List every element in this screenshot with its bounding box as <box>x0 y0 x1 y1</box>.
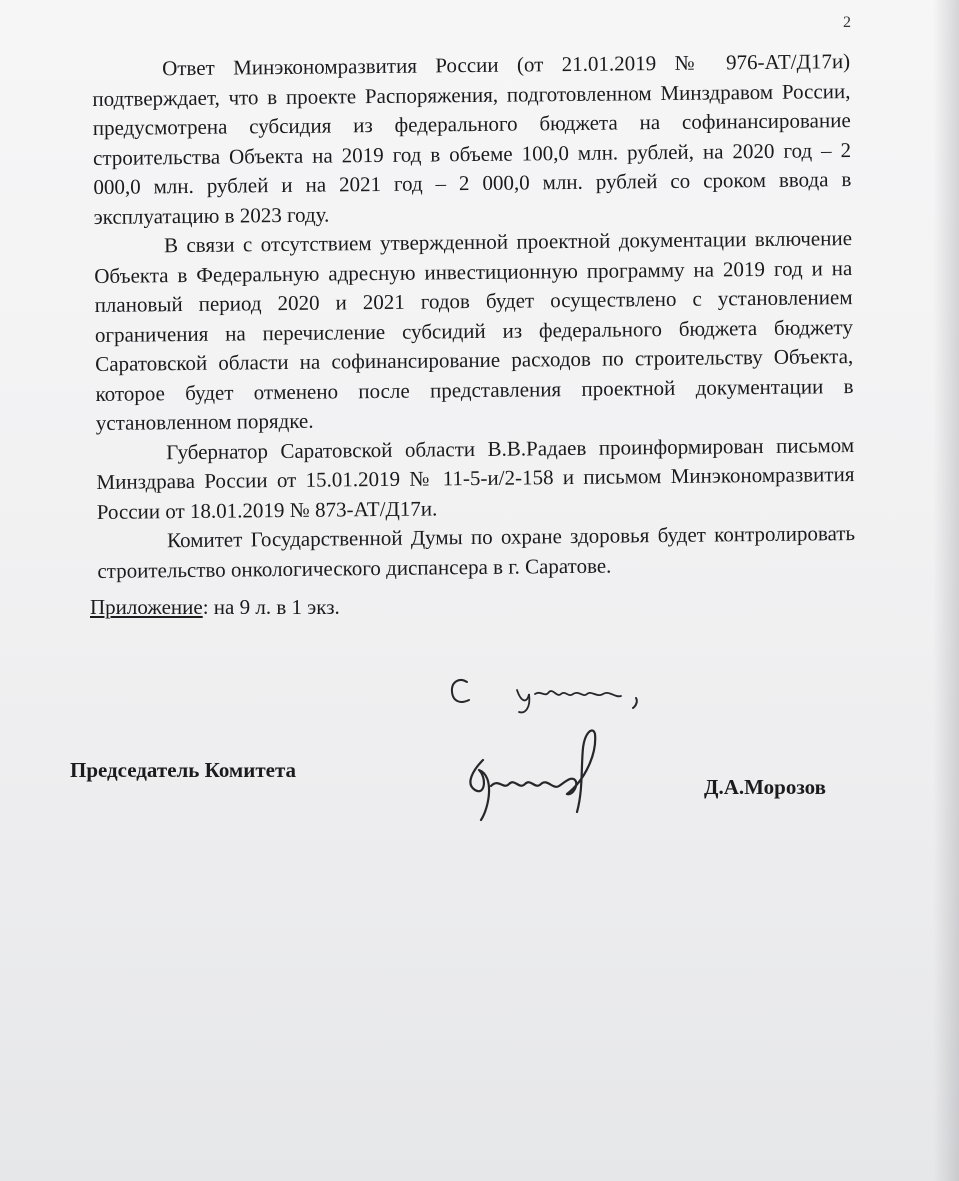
attachment-label: Приложение <box>90 595 203 619</box>
attachment-note <box>90 594 340 620</box>
letter-body <box>92 47 856 586</box>
regards-letter-s <box>452 680 469 702</box>
chairman-title: Председатель Комитета <box>70 758 297 782</box>
paragraph-investment-program: В связи с отсутствием утвержденной проектной документации включение Объекта в Федеральную адресную инвестиционную программу на 2019 год и на плановый период 2020 и 2021 годов будет осуществлено с установлением ограничения на перечисление субсидий из федерального бюджета бюджету Саратовской области на софинансирование расходов по строительству Объекта, которое будет отменено после представления проектной документации в установленном порядке. <box>94 226 854 435</box>
regards-word <box>517 690 621 712</box>
attachment-text: : на 9 л. в 1 экз. <box>202 595 340 619</box>
paragraph-committee-control: Комитет Государственной Думы по охране здоровья будет контролировать строительство онкологического диспансера в г. Саратове. <box>97 521 856 583</box>
regards-comma <box>633 698 637 708</box>
signature-stroke-main <box>470 760 576 820</box>
handwritten-regards <box>445 668 655 718</box>
page-number: 2 <box>843 14 852 31</box>
signer-name: Д.А.Морозов <box>704 775 826 799</box>
paragraph-governor-informed: Губернатор Саратовской области В.В.Радаев проинформирован письмом Минздрава России от 15.01.2019 № 11-5-и/2-158 и письмом Минэкономразвития России от 18.01.2019 № 873-АТ/Д17и. <box>96 432 855 524</box>
handwritten-signature <box>455 720 615 830</box>
page-edge-shadow <box>933 0 959 1181</box>
paragraph-ministry-response: Ответ Минэкономразвития России (от 21.01.2019 № 976-АТ/Д17и) подтверждает, что в проекте Распоряжения, подготовленном Минздравом России, предусмотрена субсидия из федерального бюджета на софинансирование строительства Объекта на 2019 год в объеме 100,0 млн. рублей, на 2020 год – 2 000,0 млн. рублей и на 2021 год – 2 000,0 млн. рублей со сроком ввода в эксплуатацию в 2023 году. <box>92 49 852 229</box>
signature-stroke-flourish <box>567 730 595 812</box>
